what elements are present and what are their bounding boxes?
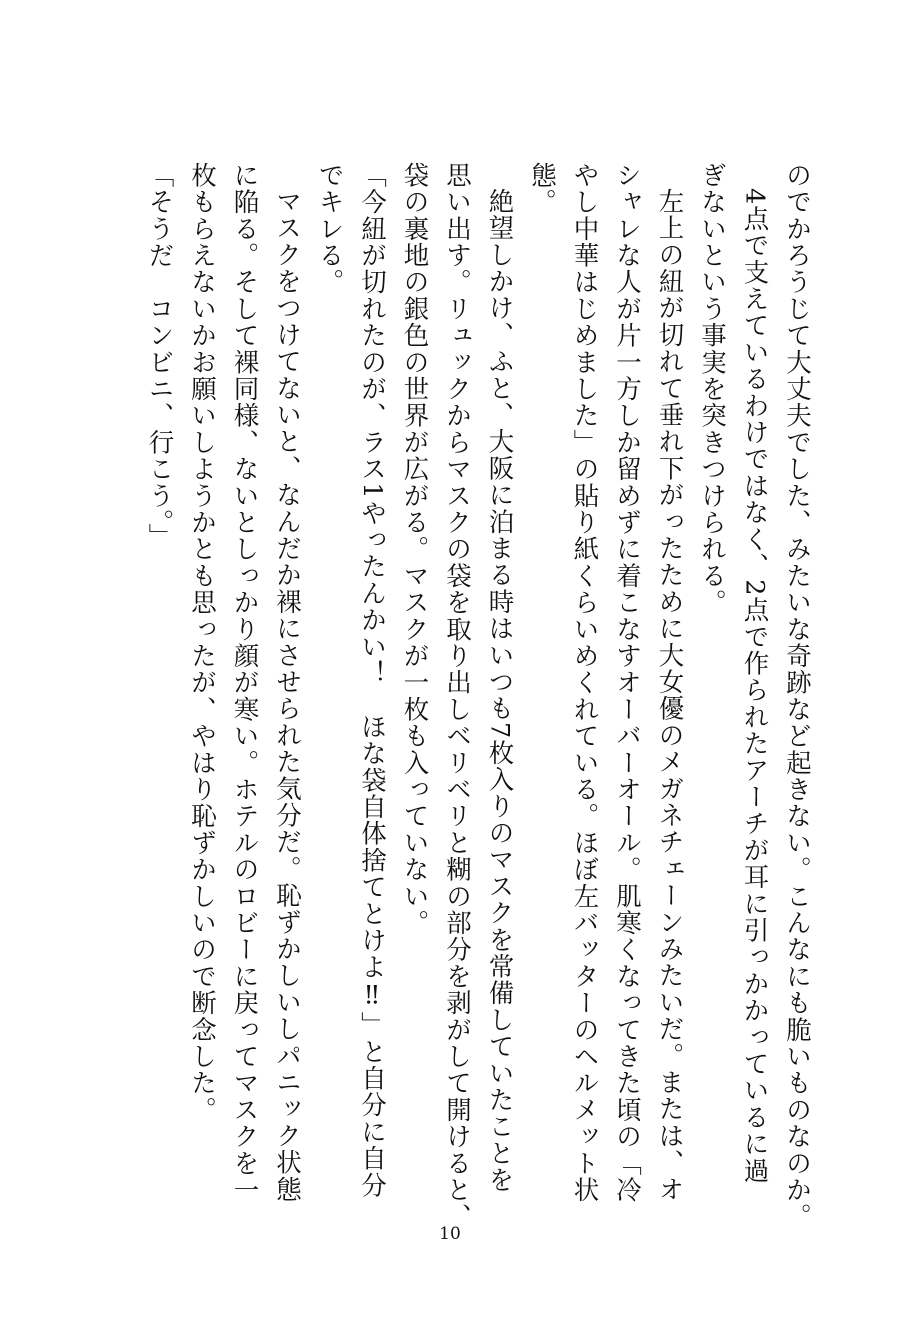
text-line-1: のでかろうじて大丈夫でした、みたいな奇跡など起きない。こんなにも脆いものなのか。 [782, 162, 812, 1230]
text-line-5: シャレな人が片一方しか留めずに着こなすオーバーオール。肌寒くなってきた頃の「冷 [612, 162, 642, 1204]
text-line-10: 袋の裏地の銀色の世界が広がる。マスクが一枚も入っていない。 [399, 162, 430, 937]
text-line-12: でキレる。 [314, 162, 345, 296]
text-line-8: 絶望しかけ、ふと、大阪に泊まる時はいつも7枚入りのマスクを常備していたことを [484, 187, 515, 1193]
text-line-16: 「そうだ コンビニ、行こう。」 [144, 162, 175, 550]
text-line-14: に陥る。そして裸同様、ないとしっかり顔が寒い。ホテルのロビーに戻ってマスクを一 [229, 162, 260, 1204]
page-number: 10 [439, 1224, 461, 1244]
text-line-6: やし中華はじめました」の貼り紙くらいめくれている。ほぼ左バッターのヘルメット状 [569, 162, 600, 1204]
text-line-13: マスクをつけてないと、なんだか裸にさせられた気分だ。恥ずかしいしパニック状態 [272, 187, 302, 1203]
text-line-9: 思い出す。リュックからマスクの袋を取り出しベリベリと糊の部分を剥がして開けると、 [442, 162, 472, 1230]
text-line-11: 「今紐が切れたのが、ラス1やったんかい！ ほな袋自体捨てとけよ‼」と自分に自分 [357, 162, 387, 1199]
text-line-4: 左上の紐が切れて垂れ下がったために大女優のメガネチェーンみたいだ。または、オ [654, 187, 685, 1203]
text-line-15: 枚もらえないかお願いしようかとも思ったが、やはり恥ずかしいので断念した。 [187, 162, 217, 1124]
text-line-7: 態。 [527, 162, 557, 216]
text-line-2: 4点で支えているわけではなく、2点で作られたアーチが耳に引っかかっているに過 [739, 187, 770, 1184]
vertical-body-text [138, 162, 818, 1230]
text-line-3: ぎないという事実を突きつけられる。 [697, 162, 727, 616]
